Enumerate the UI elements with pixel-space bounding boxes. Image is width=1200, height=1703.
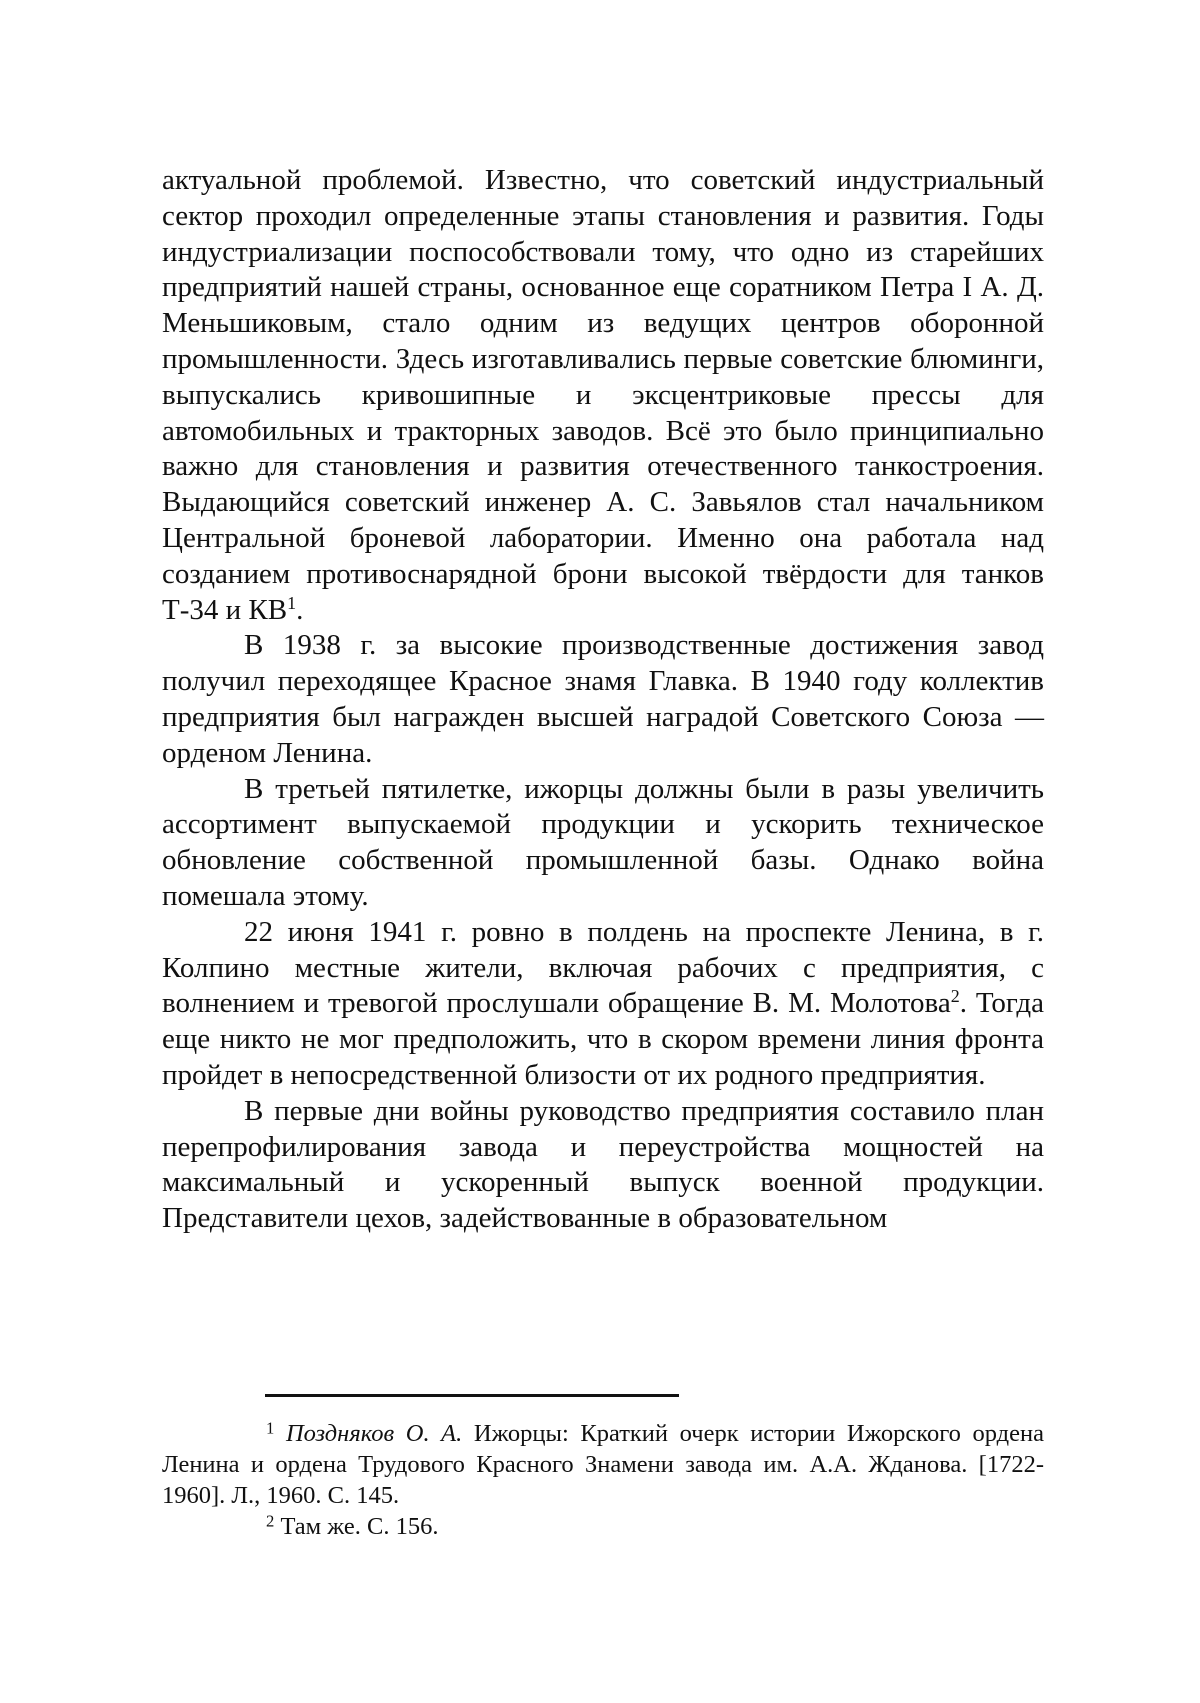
paragraph-4	[162, 915, 1044, 1094]
footnote-reference: 2	[950, 986, 960, 1007]
paragraph-text: В 1938 г. за высокие производственные достижения завод получил переходящее Красное знамя Главка. В 1940 году коллектив предприятия был награжден высшей наградой Советского Союза — орденом Ленина.	[162, 629, 1044, 769]
footnote-number: 2	[266, 1511, 275, 1531]
footnote-text: Ижорцы: Краткий очерк истории Ижорского ордена Ленина и ордена Трудового Красного Знамени завода им. А.А. Жданова. [1722-1960]. Л., 1960. С. 145.	[162, 1420, 1044, 1509]
paragraph-text-tail: . Тогда еще никто не мог предположить, что в скором времени линия фронта пройдет в непосредственной близости от их родного предприятия.	[162, 987, 1044, 1091]
footnote-text: Там же. С. 156.	[274, 1513, 439, 1540]
footnote-author: Поздняков О. А.	[285, 1420, 463, 1447]
paragraph-text: 22 июня 1941 г. ровно в полдень на проспекте Ленина, в г. Колпино местные жители, включая рабочих с предприятия, с волнением и тревогой прослушали обращение В. М. Молотова	[162, 915, 1044, 1020]
paragraph-5	[162, 1094, 1044, 1237]
paragraph-text: В первые дни войны руководство предприятия составило план перепрофилирования завода и переустройства мощностей на максимальный и ускоренный выпуск военной продукции. Представители цехов, задействованные в образовательном	[162, 1094, 1044, 1235]
paragraph-2	[162, 628, 1044, 771]
footnote-number: 1	[266, 1418, 275, 1438]
paragraph-text: актуальной проблемой. Известно, что советский индустриальный сектор проходил определенные этапы становления и развития. Годы индустриализации поспособствовали тому, что одно из старейших предприятий нашей страны, основанное еще соратником Петра I А. Д. Меньшиковым, стало одним из ведущих центров оборонной промышленности. Здесь изготавливались первые советские блюминги, выпускались кривошипные и эксцентриковые прессы для автомобильных и тракторных заводов. Всё это было принципиально важно для становления и развития отечественного танкостроения. Выдающийся советский инженер А. С. Завьялов стал начальником Центральной броневой лаборатории. Именно она работала над созданием противоснарядной брони высокой твёрдости для танков Т-34 и КВ	[162, 164, 1044, 626]
paragraph-text-tail: .	[296, 593, 304, 626]
footnote-1	[162, 1418, 1044, 1511]
footnote-reference: 1	[287, 592, 297, 613]
footnote-separator	[265, 1394, 679, 1397]
paragraph-1	[162, 163, 1044, 628]
footnotes	[162, 1418, 1044, 1542]
main-text	[162, 163, 1044, 1237]
footnote-2	[162, 1511, 1044, 1542]
paragraph-3	[162, 772, 1044, 915]
paragraph-text: В третьей пятилетке, ижорцы должны были в разы увеличить ассортимент выпускаемой продукции и ускорить техническое обновление собственной промышленной базы. Однако война помешала этому.	[162, 772, 1044, 912]
